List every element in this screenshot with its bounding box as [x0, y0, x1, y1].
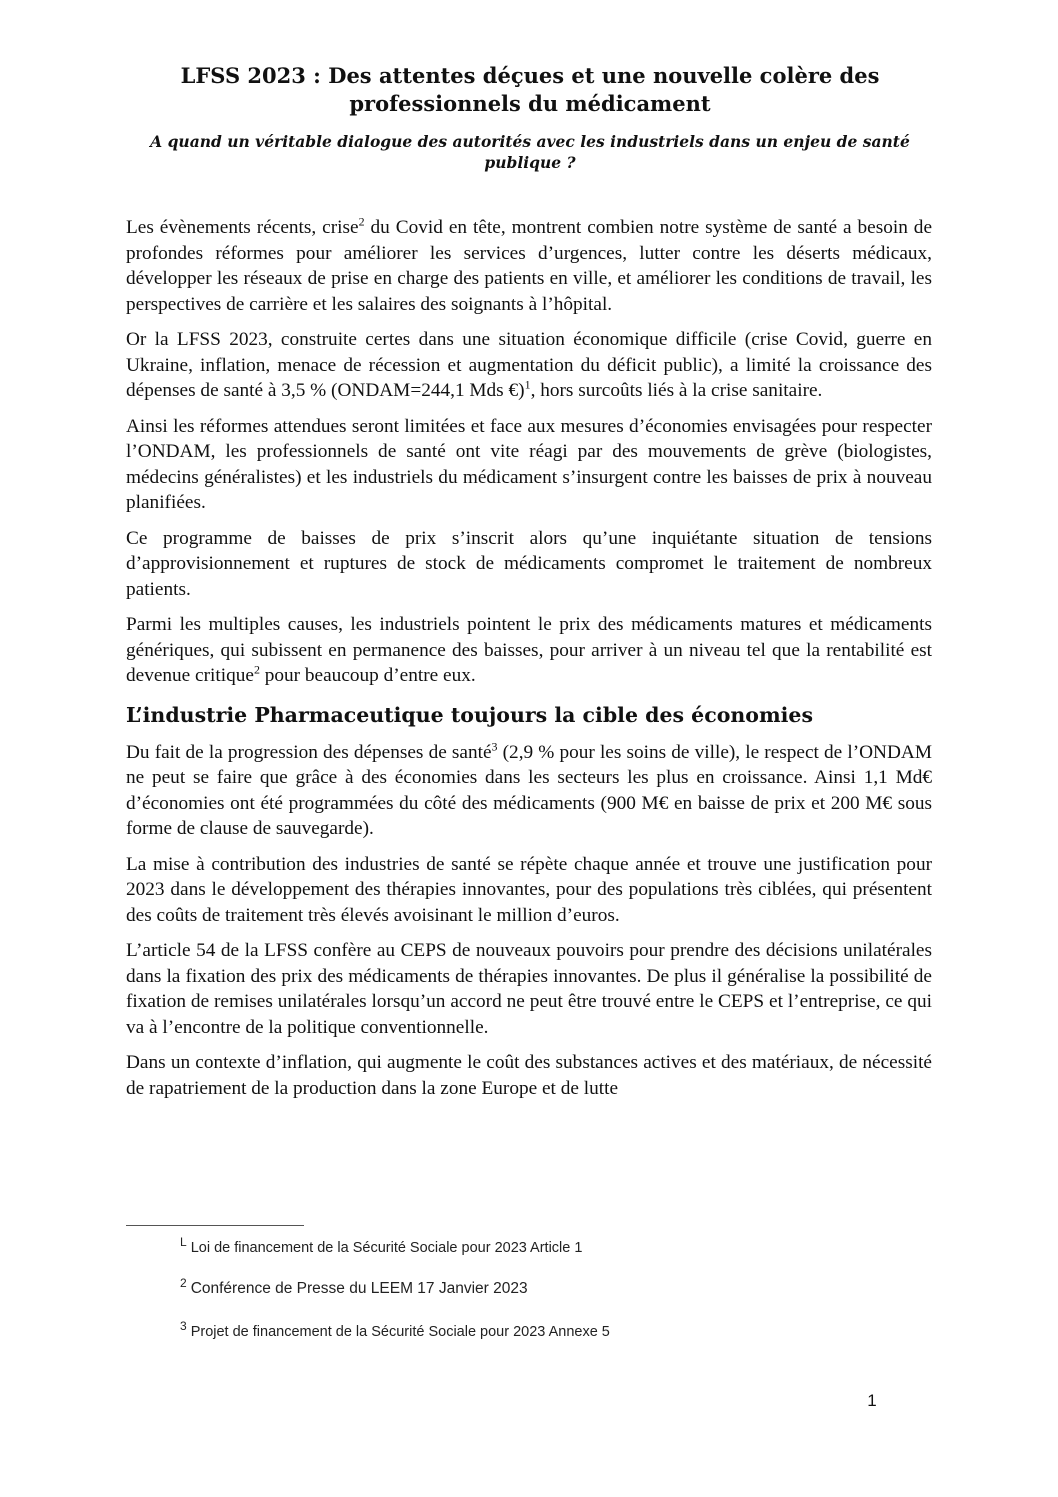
paragraph-text: (2,9 % pour les soins de ville), le respect de l’ONDAM ne peut se faire que grâce à des économies dans les secteurs les plus en croissance. Ainsi 1,1 Md€ d’économies ont été programmées du côté des médicaments (900 M€ en baisse de prix et 200 M€ sous forme de clause de sauvegarde). [126, 741, 932, 839]
document-body [126, 215, 932, 1111]
paragraph-text: du Covid en tête, montrent combien notre système de santé a besoin de profondes réformes pour améliorer les services d’urgences, lutter contre les déserts médicaux, développer les réseaux de prise en charge des patients en ville, et améliorer les conditions de travail, les perspectives de carrière et les salaires des soignants à l’hôpital. [126, 217, 932, 315]
section-heading: L’industrie Pharmaceutique toujours la cible des économies [126, 702, 814, 727]
footnote-text: Loi de financement de la Sécurité Sociale pour 2023 Article 1 [190, 1240, 583, 1256]
paragraph-text: Les évènements récents, crise [126, 217, 359, 238]
paragraph: Dans un contexte d’inflation, qui augmente le coût des substances actives et des matériaux, de nécessité de rapatriement de la production dans la zone Europe et de lutte [126, 1052, 932, 1099]
paragraph-text: Parmi les multiples causes, les industriels pointent le prix des médicaments matures et médicaments génériques, qui subissent en permanence des baisses, pour arriver à un niveau tel que la rentabilité est devenue critique [126, 614, 932, 686]
paragraph: Ce programme de baisses de prix s’inscrit alors qu’une inquiétante situation de tensions d’approvisionnement et ruptures de stock de médicaments compromet le traitement de nombreux patients. [126, 527, 932, 600]
document-title: LFSS 2023 : Des attentes déçues et une nouvelle colère des professionnels du médicament [180, 63, 880, 116]
paragraph [126, 215, 932, 317]
paragraph: Ainsi les réformes attendues seront limitées et face aux mesures d’économies envisagées pour respecter l’ONDAM, les professionnels de santé ont vite réagi par des mouvements de grève (biologistes, médecins généralistes) et les industriels du médicament s’insurgent contre les baisses de prix à nouveau planifiées. [126, 415, 932, 513]
footnote-reference: 2 [358, 214, 365, 229]
footnote-divider [126, 1225, 304, 1226]
paragraph [126, 740, 932, 842]
footnote-text: Conférence de Presse du LEEM 17 Janvier 2023 [190, 1280, 528, 1297]
paragraph-text: , hors surcoûts liés à la crise sanitaire. [530, 380, 823, 401]
footnote-text: Projet de financement de la Sécurité Sociale pour 2023 Annexe 5 [190, 1324, 610, 1340]
paragraph: L’article 54 de la LFSS confère au CEPS de nouveaux pouvoirs pour prendre des décisions unilatérales dans la fixation des prix des médicaments de thérapies innovantes. De plus il généralise la possibilité de fixation de remises unilatérales lorsqu’un accord ne peut être trouvé entre le CEPS et l’entreprise, ce qui va à l’encontre de la politique conventionnelle. [126, 940, 932, 1038]
paragraph: La mise à contribution des industries de santé se répète chaque année et trouve une justification pour 2023 dans le développement des thérapies innovantes, pour des populations très ciblées, qui présentent des coûts de traitement très élevés avoisinant le million d’euros. [126, 853, 932, 926]
footnote-item [180, 1235, 583, 1258]
footnote-mark: 3 [180, 1319, 187, 1334]
paragraph [126, 612, 932, 689]
footnote-reference: 2 [253, 662, 260, 677]
paragraph-text: pour beaucoup d’entre eux. [259, 665, 476, 686]
page-number: 1 [867, 1391, 877, 1410]
paragraph-text: Or la LFSS 2023, construite certes dans une situation économique difficile (crise Covid, guerre en Ukraine, inflation, menace de récession et augmentation du déficit public), a limité la croissance des dépenses de santé à 3,5 % (ONDAM=244,1 Mds €) [126, 329, 932, 401]
paragraph-text: Du fait de la progression des dépenses de santé [126, 741, 492, 763]
footnote-item [180, 1319, 610, 1342]
document-subtitle: A quand un véritable dialogue des autorités avec les industriels dans un enjeu de santé publique ? [150, 132, 910, 172]
footnote-mark: 2 [180, 1275, 187, 1290]
paragraph [126, 327, 932, 404]
footnote-item [180, 1275, 528, 1299]
footnote-mark: L [180, 1235, 187, 1250]
footnote-reference: 1 [524, 377, 531, 392]
footnote-reference: 3 [491, 739, 498, 754]
